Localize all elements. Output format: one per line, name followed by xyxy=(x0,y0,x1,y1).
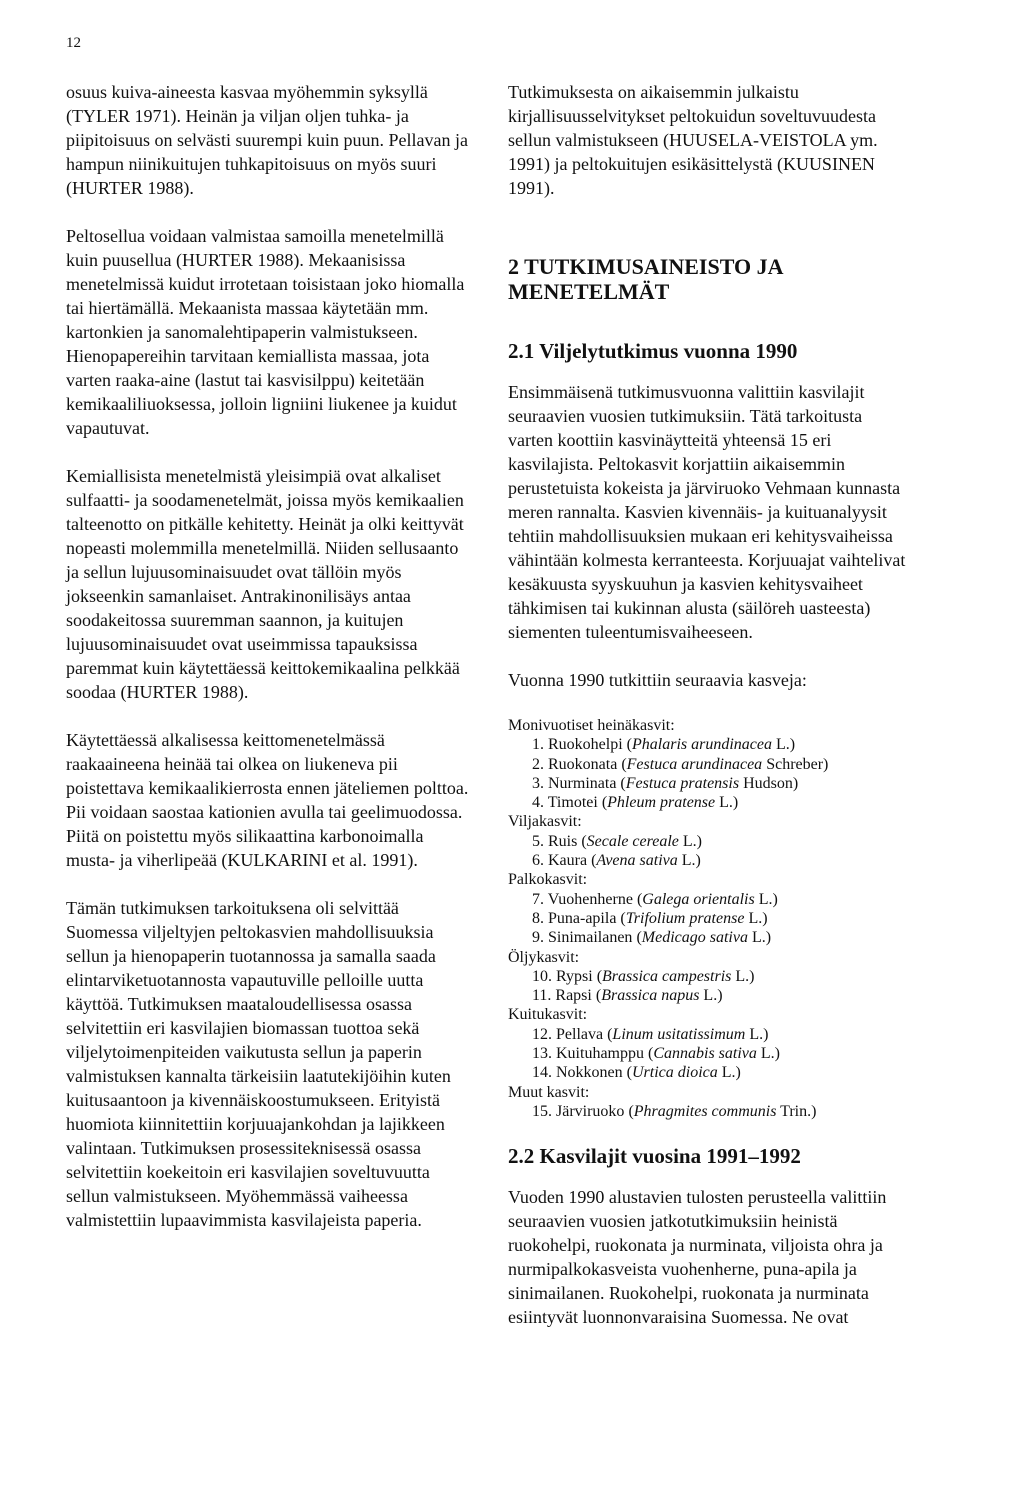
plant-latin-name: Cannabis sativa xyxy=(653,1045,757,1063)
plant-common-name: 7. Vuohenherne xyxy=(532,890,633,908)
plant-common-name: 9. Sinimailanen xyxy=(532,929,633,947)
left-paragraph-5: Tämän tutkimuksen tarkoituksena oli selvittää Suomessa viljeltyjen peltokasvien mahdollisuuksia sellun ja hienopaperin tuotannossa ja samalla saada elintarviketuotannosta vapautuville pelloille uutta käyttöä. Tutkimuksen maataloudellisessa osassa selvitettiin eri kasvilajien biomassan tuottoa sekä viljelytoimenpiteiden vaikutusta sellun ja paperin valmistuksen kannalta tärkeisiin laatutekijöihin kuten kuitusaantoon ja kivennäiskoostumukseen. Erityistä huomiota kiinnitettiin korjuuajankohdan ja lajikkeen valintaan. Tutkimuksen prosessiteknisessä osassa selvitettiin koekeitoin eri kasvilajien soveltuvuutta sellun valmistukseen. Myöhemmässä vaiheessa valmistettiin lupaavimmista kasvilajeista paperia. xyxy=(66,898,451,1230)
page-number: 12 xyxy=(66,35,81,51)
plant-list xyxy=(508,716,908,1121)
plant-common-name: 8. Puna-apila xyxy=(532,909,617,927)
plant-author: L.) xyxy=(751,929,772,947)
plant-list-item: 10. Rypsi (Brassica campestris L.) xyxy=(532,967,755,985)
plant-latin-name: Brassica campestris xyxy=(602,967,732,985)
plant-author: L.) xyxy=(749,1025,769,1043)
plant-author: L.) xyxy=(748,909,768,927)
plant-latin-name: Urtica dioica xyxy=(631,1064,718,1082)
section-2-1-paragraph: Ensimmäisenä tutkimusvuonna valittiin kasvilajit seuraavien vuosien tutkimuksiin. Tätä tarkoitusta varten koottiin kasvinäytteitä yhteensä 15 eri kasvilajista. Peltokasvit korjattiin aikaisemmin perustetuista kokeista ja järviruoko Vehmaan kunnasta meren rannalta. Kasvien kivennäis- ja kuituanalyysit tehtiin mahdollisuuksien mukaan eri kehitysvaiheissa vähintään kolmesta kerranteesta. Korjuuajat vaihtelivat kesäkuusta syyskuuhun ja kasvien kehitysvaiheet tähkimisen tai kukinnan alusta (säilöreh uasteesta) siementen tuleentumisvaiheeseen. xyxy=(508,382,906,642)
plant-list-item: 3. Nurminata (Festuca pratensis Hudson) xyxy=(532,774,799,792)
plant-list-item: 1. Ruokohelpi (Phalaris arundinacea L.) xyxy=(532,736,796,754)
chapter-heading: 2 TUTKIMUSAINEISTO JA MENETELMÄT xyxy=(508,254,783,304)
plant-latin-name: Linum usitatissimum xyxy=(612,1025,746,1043)
plant-latin-name: Brassica napus xyxy=(601,987,700,1005)
plant-common-name: 15. Järviruoko xyxy=(532,1102,625,1120)
plant-list-item: 15. Järviruoko (Phragmites communis Trin.) xyxy=(532,1102,817,1120)
plant-common-name: 4. Timotei xyxy=(532,794,598,812)
plant-author: L.) xyxy=(760,1045,780,1063)
plant-author: L.) xyxy=(776,736,796,754)
plant-group-label: Muut kasvit: xyxy=(508,1083,590,1101)
plant-common-name: 5. Ruis xyxy=(532,832,578,850)
plant-group-label: Palkokasvit: xyxy=(508,871,588,889)
plant-common-name: 14. Nokkonen xyxy=(532,1064,623,1082)
plant-list-item: 8. Puna-apila (Trifolium pratense L.) xyxy=(532,909,768,927)
plant-list-item: 2. Ruokonata (Festuca arundinacea Schreber) xyxy=(532,755,829,773)
right-column xyxy=(508,80,908,1329)
plant-author: L.) xyxy=(735,967,755,985)
plant-author: L.) xyxy=(681,852,701,870)
plant-latin-name: Medicago sativa xyxy=(641,929,748,947)
plant-list-item: 7. Vuohenherne (Galega orientalis L.) xyxy=(532,890,778,908)
plant-author: L.) xyxy=(719,794,739,812)
plant-author: Trin.) xyxy=(780,1102,817,1120)
plant-latin-name: Phragmites communis xyxy=(633,1102,777,1120)
section-2-2-heading: 2.2 Kasvilajit vuosina 1991–1992 xyxy=(508,1144,801,1169)
plant-author: L.) xyxy=(758,890,778,908)
plant-latin-name: Phalaris arundinacea xyxy=(632,736,772,754)
plant-list-item: 14. Nokkonen (Urtica dioica L.) xyxy=(532,1064,741,1082)
right-paragraph-1: Tutkimuksesta on aikaisemmin julkaistu kirjallisuusselvitykset peltokuidun soveltuvuudesta sellun valmistukseen (HUUSELA-VEISTOLA ym. 1991) ja peltokuitujen esikäsittelystä (KUUSINEN 1991). xyxy=(508,82,878,198)
left-paragraph-2: Peltosellua voidaan valmistaa samoilla menetelmillä kuin puusellua (HURTER 1988). Mekaanisissa menetelmissä kuidut irrotetaan toisistaan joko hiomalla tai hiertämällä. Mekaanista massaa käytetään mm. kartonkien ja sanomalehtipaperin valmistukseen. Hienopapereihin tarvitaan kemiallista massaa, jota varten raaka-aine (lastut tai kasvisilppu) keitetään kemikaaliliuoksessa, jolloin ligniini liukenee ja kuidut vapautuvat. xyxy=(66,226,465,438)
plant-author: L.) xyxy=(721,1064,741,1082)
plant-common-name: 3. Nurminata xyxy=(532,774,617,792)
plant-common-name: 10. Rypsi xyxy=(532,967,593,985)
plant-common-name: 12. Pellava xyxy=(532,1025,604,1043)
plant-author: L.) xyxy=(703,987,723,1005)
plant-list-item: 11. Rapsi (Brassica napus L.) xyxy=(532,987,723,1005)
left-paragraph-3: Kemiallisista menetelmistä yleisimpiä ovat alkaliset sulfaatti- ja soodamenetelmät, joissa myös kemikaalien talteenotto on pitkälle kehitetty. Heinät ja olki keittyvät nopeasti molemmilla menetelmillä. Niiden sellusaanto ja sellun lujuusominaisuudet ovat tällöin myös jokseenkin samanlaiset. Antrakinonilisäys antaa soodakeitossa suuremman saannon, ja kuitujen lujuusominaisuudet ovat useimmissa tapauksissa paremmat kuin käytettäessä keittokemikaalina pelkkää soodaa (HURTER 1988). xyxy=(66,466,464,702)
plant-common-name: 2. Ruokonata xyxy=(532,755,618,773)
plant-latin-name: Avena sativa xyxy=(596,852,678,870)
plant-list-intro: Vuonna 1990 tutkittiin seuraavia kasveja: xyxy=(508,670,807,690)
plant-latin-name: Festuca pratensis xyxy=(625,774,740,792)
plant-list-item: 5. Ruis (Secale cereale L.) xyxy=(532,832,703,850)
left-paragraph-1: osuus kuiva-aineesta kasvaa myöhemmin syksyllä (TYLER 1971). Heinän ja viljan oljen tuhka- ja piipitoisuus on selvästi suurempi kuin puun. Pellavan ja hampun niinikuitujen tuhkapitoisuus on myös suuri (HURTER 1988). xyxy=(66,82,468,198)
plant-latin-name: Galega orientalis xyxy=(642,890,755,908)
left-paragraph-4: Käytettäessä alkalisessa keittomenetelmässä raakaaineena heinää tai olkea on liukeneva pii poistettava kemikaalikierrosta ennen jäteliemen polttoa. Pii voidaan saostaa kationien avulla tai geelimuodossa. Piitä on poistettu myös silikaattina karbonoimalla musta- ja viherlipeää (KULKARINI et al. 1991). xyxy=(66,730,469,870)
plant-common-name: 11. Rapsi xyxy=(532,987,592,1005)
plant-latin-name: Trifolium pratense xyxy=(625,909,745,927)
section-2-2-paragraph: Vuoden 1990 alustavien tulosten perusteella valittiin seuraavien vuosien jatkotutkimuksiin heinistä ruokohelpi, ruokonata ja nurminata, viljoista ohra ja nurmipalkokasveista vuohenherne, puna-apila ja sinimailanen. Ruokohelpi, ruokonata ja nurminata esiintyvät luonnonvaraisina Suomessa. Ne ovat xyxy=(508,1187,887,1328)
plant-group-label: Monivuotiset heinäkasvit: xyxy=(508,717,675,734)
plant-latin-name: Phleum pratense xyxy=(607,794,716,812)
plant-author: Hudson) xyxy=(743,774,799,792)
plant-latin-name: Secale cereale xyxy=(586,832,679,850)
plant-list-item: 13. Kuituhamppu (Cannabis sativa L.) xyxy=(532,1045,780,1063)
left-column xyxy=(66,80,470,1256)
plant-list-item: 4. Timotei (Phleum pratense L.) xyxy=(532,794,739,812)
section-2-1-heading: 2.1 Viljelytutkimus vuonna 1990 xyxy=(508,339,798,363)
plant-latin-name: Festuca arundinacea xyxy=(626,755,763,773)
plant-group-label: Kuitukasvit: xyxy=(508,1006,588,1024)
plant-group-label: Öljykasvit: xyxy=(508,948,580,966)
plant-common-name: 13. Kuituhamppu xyxy=(532,1045,644,1063)
plant-author: Schreber) xyxy=(766,755,829,773)
plant-list-item: 6. Kaura (Avena sativa L.) xyxy=(532,852,701,870)
plant-common-name: 6. Kaura xyxy=(532,852,588,870)
plant-list-item: 9. Sinimailanen (Medicago sativa L.) xyxy=(532,929,772,947)
plant-group-label: Viljakasvit: xyxy=(508,813,582,831)
plant-author: L.) xyxy=(682,832,703,850)
plant-common-name: 1. Ruokohelpi xyxy=(532,736,623,754)
plant-list-item: 12. Pellava (Linum usitatissimum L.) xyxy=(532,1025,769,1043)
